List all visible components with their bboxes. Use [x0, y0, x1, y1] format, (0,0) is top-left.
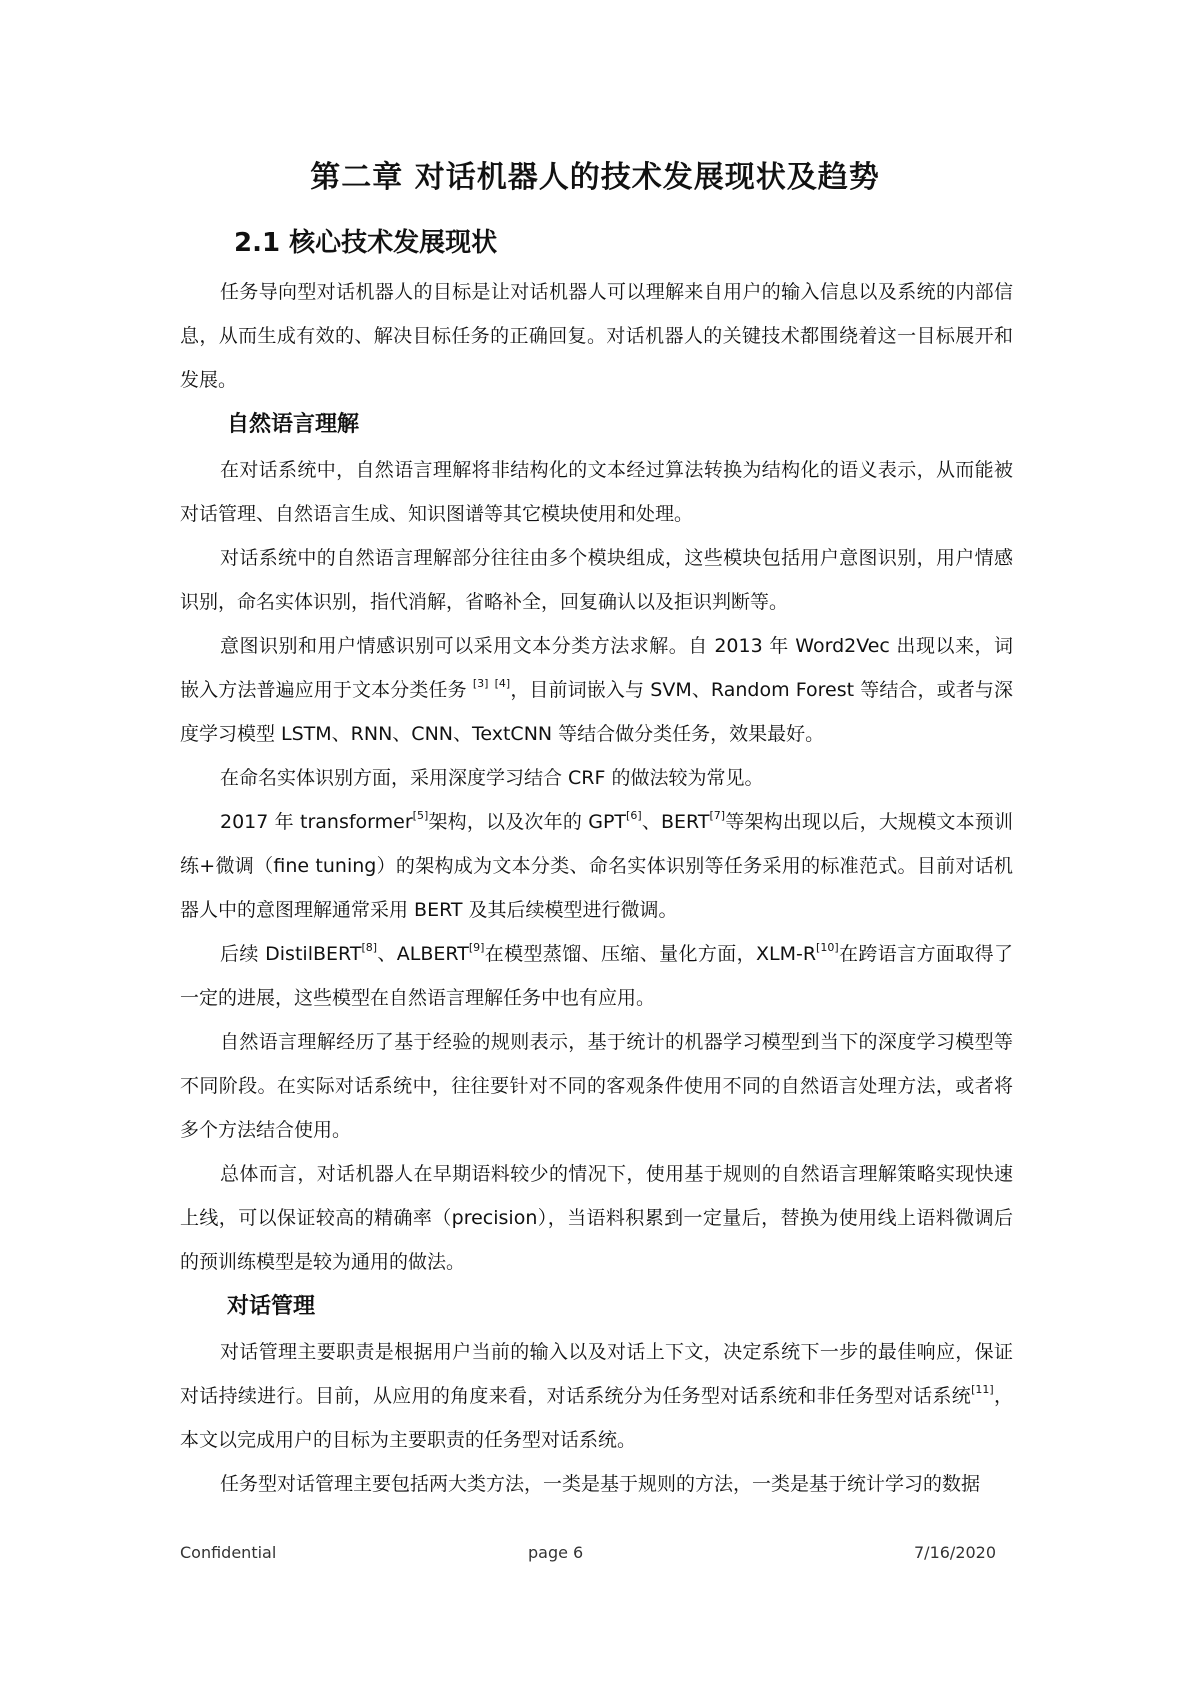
dm-paragraph-1 — [180, 1330, 1013, 1462]
text-segment: 对话管理主要职责是根据用户当前的输入以及对话上下文，决定系统下一步的最佳响应，保证对话持续进行。目前，从应用的角度来看，对话系统分为任务型对话系统和非任务型对话系统 — [180, 1341, 1013, 1407]
text-segment: 架构，以及次年的 GPT — [428, 811, 627, 833]
text-segment: ，本文以完成用户的目标为主要职责的任务型对话系统。 — [180, 1385, 1013, 1451]
chapter-title: 第二章 对话机器人的技术发展现状及趋势 — [310, 160, 880, 195]
text-segment: 等架构出现以后，大规模文本预训练+微调（fine tuning）的架构成为文本分类、命名实体识别等任务采用的标准范式。目前对话机器人中的意图理解通常采用 BERT 及其后续模型进行微调。 — [180, 811, 1013, 921]
citation-ref: [8] — [361, 941, 378, 954]
text-segment: 意图识别和用户情感识别可以采用文本分类方法求解。自 2013 年 Word2Vec 出现以来，词嵌入方法普遍应用于文本分类任务 — [180, 635, 1013, 701]
dm-heading: 对话管理 — [227, 1294, 316, 1319]
nlu-paragraph-6 — [180, 932, 1013, 1020]
document-body — [180, 270, 1013, 1506]
text-segment: ，目前词嵌入与 SVM、Random Forest 等结合，或者与深度学习模型 LSTM、RNN、CNN、TextCNN 等结合做分类任务，效果最好。 — [180, 679, 1013, 745]
footer-confidential: Confidential — [180, 1543, 277, 1562]
text-segment: 在模型蒸馏、压缩、量化方面，XLM-R — [484, 943, 817, 965]
text-segment: 在跨语言方面取得了一定的进展，这些模型在自然语言理解任务中也有应用。 — [180, 943, 1013, 1009]
nlu-paragraph-1: 在对话系统中，自然语言理解将非结构化的文本经过算法转换为结构化的语义表示，从而能被对话管理、自然语言生成、知识图谱等其它模块使用和处理。 — [180, 459, 1013, 525]
nlu-paragraph-2: 对话系统中的自然语言理解部分往往由多个模块组成，这些模块包括用户意图识别，用户情感识别，命名实体识别，指代消解，省略补全，回复确认以及拒识判断等。 — [180, 547, 1013, 613]
footer-date: 7/16/2020 — [914, 1543, 997, 1562]
nlu-paragraph-5 — [180, 800, 1013, 932]
citation-ref: [3] — [472, 677, 489, 690]
text-segment: 后续 DistilBERT — [220, 943, 362, 965]
citation-ref: [6] — [626, 809, 642, 822]
nlu-paragraph-3 — [180, 624, 1013, 756]
citation-ref: [11] — [971, 1383, 994, 1396]
citation-ref: [10] — [816, 941, 839, 954]
nlu-paragraph-4: 在命名实体识别方面，采用深度学习结合 CRF 的做法较为常见。 — [220, 767, 764, 789]
citation-ref: [9] — [468, 941, 485, 954]
nlu-paragraph-8: 总体而言，对话机器人在早期语料较少的情况下，使用基于规则的自然语言理解策略实现快速上线，可以保证较高的精确率（precision），当语料积累到一定量后，替换为使用线上语料微调后的预训练模型是较为通用的做法。 — [180, 1163, 1013, 1273]
section-title: 2.1 核心技术发展现状 — [234, 228, 498, 258]
footer-page-number: page 6 — [528, 1543, 584, 1562]
text-segment: 2017 年 transformer — [220, 811, 413, 833]
nlu-paragraph-7: 自然语言理解经历了基于经验的规则表示，基于统计的机器学习模型到当下的深度学习模型等不同阶段。在实际对话系统中，往往要针对不同的客观条件使用不同的自然语言处理方法，或者将多个方法结合使用。 — [180, 1031, 1013, 1141]
text-segment: 、ALBERT — [377, 943, 469, 965]
dm-paragraph-2: 任务型对话管理主要包括两大类方法，一类是基于规则的方法，一类是基于统计学习的数据 — [220, 1473, 981, 1495]
text-segment: 、BERT — [641, 811, 710, 833]
citation-ref: [4] — [494, 677, 511, 690]
intro-paragraph: 任务导向型对话机器人的目标是让对话机器人可以理解来自用户的输入信息以及系统的内部信息，从而生成有效的、解决目标任务的正确回复。对话机器人的关键技术都围绕着这一目标展开和发展。 — [180, 281, 1013, 391]
nlu-heading: 自然语言理解 — [227, 412, 360, 437]
citation-ref: [7] — [709, 809, 726, 822]
citation-ref: [5] — [412, 809, 429, 822]
